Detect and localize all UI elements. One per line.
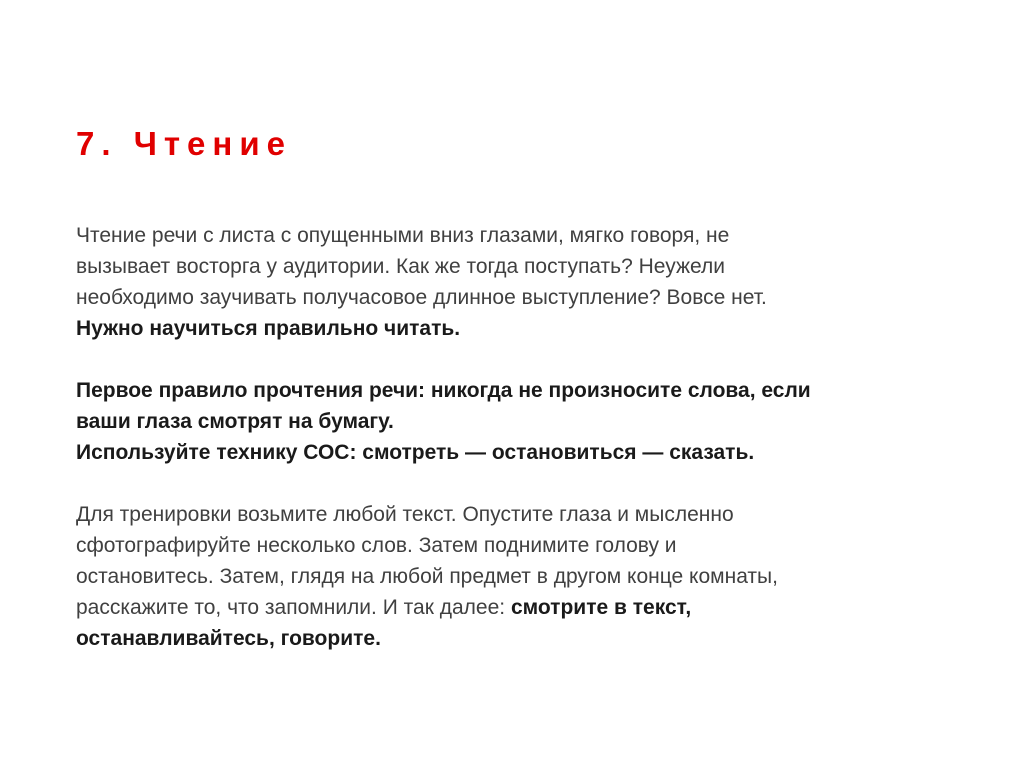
paragraph-spacer <box>76 468 976 499</box>
text-line-bold: Первое правило прочтения речи: никогда не произносите слова, если <box>76 379 811 402</box>
slide-body <box>76 220 976 654</box>
paragraph-spacer <box>76 344 976 375</box>
text-line: вызывает восторга у аудитории. Как же тогда поступать? Неужели <box>76 255 725 278</box>
paragraph-rule <box>76 375 976 468</box>
text-segment-bold: смотрите в текст, <box>510 596 692 619</box>
text-line: сфотографируйте несколько слов. Затем поднимите голову и <box>76 534 677 557</box>
paragraph-intro <box>76 220 976 344</box>
text-line: необходимо заучивать получасовое длинное выступление? Вовсе нет. <box>76 286 767 309</box>
text-line-bold: ваши глаза смотрят на бумагу. <box>76 410 394 433</box>
text-line-mixed <box>76 592 976 623</box>
paragraph-training <box>76 499 976 654</box>
text-segment: расскажите то, что запомнили. И так далее: <box>76 596 511 619</box>
text-line-bold: Нужно научиться правильно читать. <box>76 317 461 340</box>
slide-title: 7. Чтение <box>76 125 292 162</box>
text-line-bold: останавливайтесь, говорите. <box>76 627 381 650</box>
text-line: Для тренировки возьмите любой текст. Опустите глаза и мысленно <box>76 503 734 526</box>
text-line: Чтение речи с листа с опущенными вниз глазами, мягко говоря, не <box>76 224 730 247</box>
text-line-bold: Используйте технику СОС: смотреть — остановиться — сказать. <box>76 441 755 464</box>
text-line: остановитесь. Затем, глядя на любой предмет в другом конце комнаты, <box>76 565 778 588</box>
